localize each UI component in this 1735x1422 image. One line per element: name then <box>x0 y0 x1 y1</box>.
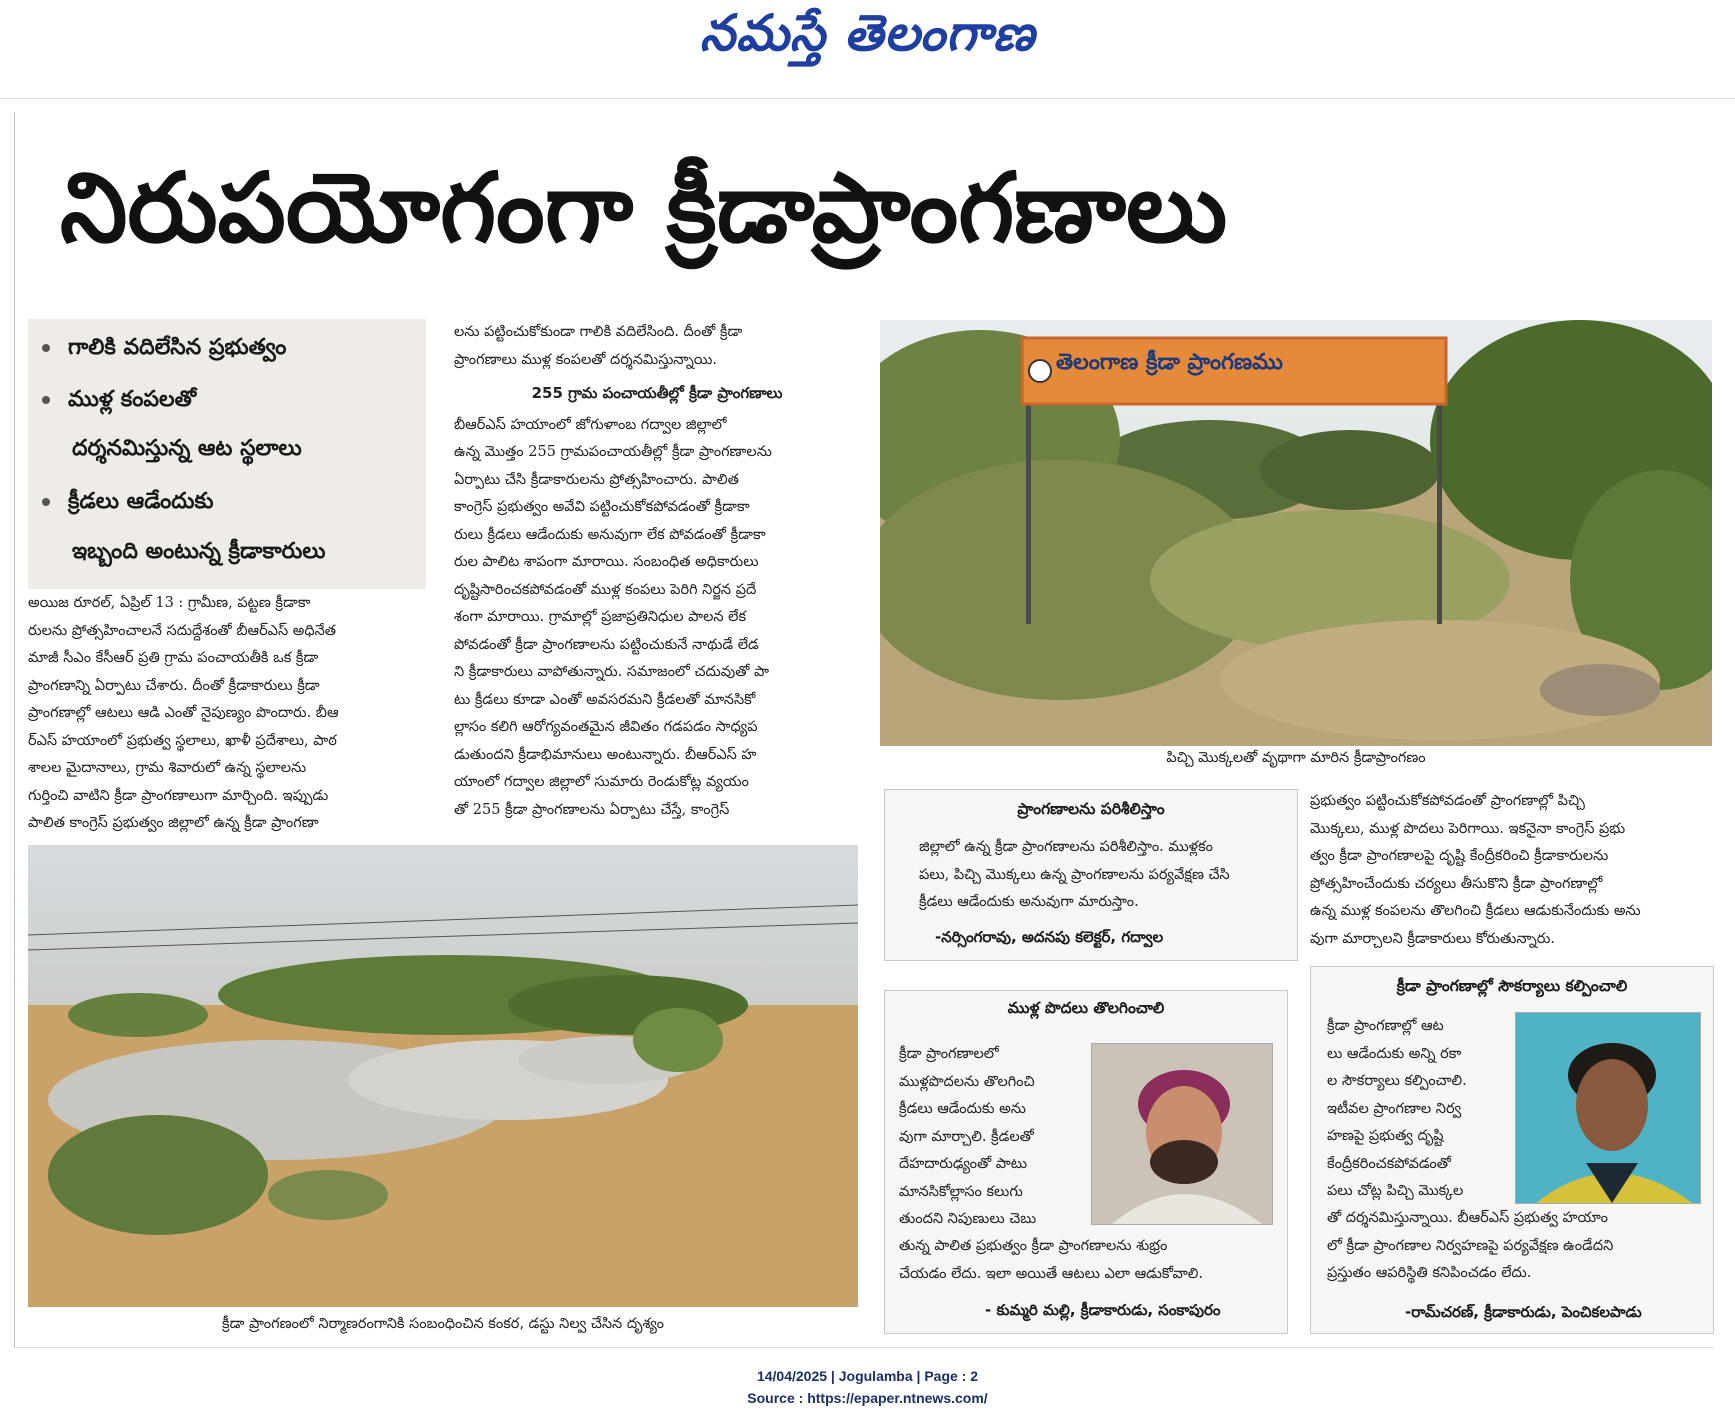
text-line: అయిజ రూరల్, ఏప్రిల్ 13 : గ్రామీణ, పట్టణ క్రీడాకా <box>28 595 311 611</box>
text-line: రుల పాలిట శాపంగా మారాయి. సంబంధిత అధికారులు <box>454 554 759 570</box>
bullet-icon <box>42 498 50 506</box>
text-line: క్రీడా ప్రాంగణాల్లో ఆట <box>1327 1018 1444 1034</box>
masthead-rule <box>0 98 1735 99</box>
text-line: పోవడంతో క్రీడా ప్రాంగణాలను పట్టించుకునే నాథుడే లేడ <box>454 636 759 653</box>
photo-scene <box>880 320 1712 746</box>
text-line: ల్లాసం కలిగి ఆరోగ్యవంతమైన జీవితం గడపడం సాధ్యప <box>454 719 758 735</box>
text-line: పలు, పిచ్చి మొక్కలు ఉన్న ప్రాంగణాలను పర్యవేక్షణ చేసి <box>919 866 1230 883</box>
portrait-image <box>1092 1044 1272 1224</box>
text-line: శంగా మారాయి. గ్రామాల్లో ప్రజాప్రతినిధుల పాలన లేక <box>454 609 747 625</box>
text-line: లో క్రీడా ప్రాంగణాల నిర్వహణపై పర్యవేక్షణ ఉండేదని <box>1327 1237 1614 1254</box>
quote-text-wide <box>1327 1205 1707 1288</box>
quote-box-title: ముళ్ల పొదలు తొలగించాలి <box>1007 999 1165 1017</box>
text-line: పాలిత కాంగ్రెస్ ప్రభుత్వం జిల్లాలో ఉన్న క్రీడా ప్రాంగణా <box>28 815 319 831</box>
text-line: మాజీ సీఎం కేసీఆర్ ప్రతి గ్రామ పంచాయతీకి ఒక క్రీడా <box>28 650 319 666</box>
text-line: ని క్రీడాకారులు వాపోతున్నారు. సమాజంలో చదువుతో పా <box>454 664 769 680</box>
text-line: ముళ్లపొదలను తొలగించి <box>899 1073 1035 1090</box>
text-line: కేంద్రీకరించకపోవడంతో <box>1327 1155 1451 1172</box>
text-line: ఉన్న ముళ్ల కంపలను తొలగించి క్రీడలు ఆడుకునేందుకు అను <box>1310 903 1641 919</box>
bullet-icon <box>42 396 50 404</box>
quote-box-title: క్రీడా ప్రాంగణాల్లో సౌకర్యాలు కల్పించాలి <box>1396 977 1628 995</box>
text-line: ఏర్పాటు చేసి క్రీడాకారులను ప్రోత్సహించారు. పాలిత <box>454 471 739 488</box>
footer-source-link[interactable]: Source : https://epaper.ntnews.com/ <box>747 1390 988 1406</box>
text-line: లను పట్టించుకోకుండా గాలికి వదిలేసింది. దీంతో క్రీడా <box>454 324 743 340</box>
text-line: క్రీడలు ఆడేందుకు అను <box>899 1101 1026 1117</box>
bullet-icon <box>42 344 50 352</box>
highlight-item-continued: దర్శనమిస్తున్న ఆట స్థలాలు <box>72 436 302 461</box>
signboard-text: తెలంగాణ క్రీడా ప్రాంగణము <box>1056 350 1284 375</box>
text-line: పలు చోట్ల పిచ్చి మొక్కల <box>1327 1183 1464 1199</box>
footer-date-edition: 14/04/2025 | Jogulamba | Page : 2 <box>756 1368 979 1384</box>
quote-box-title: ప్రాంగణాలను పరిశీలిస్తాం <box>1017 800 1165 818</box>
headline: నిరుపయోగంగా క్రీడాప్రాంగణాలు <box>60 152 1228 264</box>
quote-text-narrow <box>1327 1013 1513 1206</box>
text-line: ర్ఎస్ హయాంలో ప్రభుత్వ స్థలాలు, ఖాళీ ప్రదేశాలు, పాఠ <box>28 732 337 749</box>
highlight-item: ముళ్ల కంపలతో <box>42 385 196 415</box>
photo-caption: పిచ్చి మొక్కలతో వృథాగా మారిన క్రీడాప్రాంగణం <box>1166 750 1426 766</box>
text-line: లు ఆడేందుకు అన్ని రకా <box>1327 1045 1462 1062</box>
quote-signature: -రామ్‌చరణ్, క్రీడాకారుడు, పెంచికలపాడు <box>1405 1303 1642 1321</box>
quote-signature: -నర్సింగరావు, అదనపు కలెక్టర్, గద్వాల <box>935 928 1164 946</box>
text-line: ప్రాంగణాన్ని ఏర్పాటు చేశారు. దీంతో క్రీడాకారులు క్రీడా <box>28 677 320 694</box>
text-line: ఉన్న మొత్తం 255 గ్రామపంచాయతీల్లో క్రీడా ప్రాంగణాలను <box>454 444 772 460</box>
masthead-logo: నమస్తే తెలంగాణ <box>699 4 1036 62</box>
player-portrait-photo <box>1091 1043 1273 1225</box>
text-line: ప్రభుత్వం పట్టించుకోకపోవడంతో ప్రాంగణాల్లో పిచ్చి <box>1310 793 1585 809</box>
text-line: త్వం క్రీడా ప్రాంగణాలపై దృష్టి కేంద్రీకరించి క్రీడాకారులను <box>1310 848 1609 864</box>
photo-gravel-piles <box>28 845 858 1307</box>
text-line: ప్రస్తుతం ఆపరిస్థితి కనిపించడం లేదు. <box>1327 1265 1532 1281</box>
section-subhead: 255 గ్రామ పంచాయతీల్లో క్రీడా ప్రాంగణాలు <box>531 384 783 402</box>
text-line: ల సౌకర్యాలు కల్పించాలి. <box>1327 1073 1467 1089</box>
text-line: మొక్కలు, ముళ్ల పొదలు పెరిగాయి. ఇకనైనా కాంగ్రెస్ ప్రభు <box>1310 820 1626 837</box>
quote-text-wide <box>899 1233 1279 1288</box>
photo-scene <box>28 845 858 1307</box>
text-line: బీఆర్ఎస్ హయాంలో జోగుళాంబ గద్వాల జిల్లాలో <box>454 416 727 433</box>
highlights-box <box>28 319 426 589</box>
text-line: ఇటీవల ప్రాంగణాల నిర్వ <box>1327 1100 1462 1117</box>
text-line: ప్రాంగణాల్లో ఆటలు ఆడి ఎంతో నైపుణ్యం పొందారు. బీఆ <box>28 705 339 721</box>
text-line: టు క్రీడలు కూడా ఎంతో అవసరమని క్రీడలతో మానసికో <box>454 691 756 708</box>
quote-box-player-2 <box>1310 966 1714 1334</box>
left-margin-rule <box>14 112 15 1347</box>
text-line: తో దర్శనమిస్తున్నాయి. బీఆర్ఎస్ ప్రభుత్వ హయాం <box>1327 1210 1608 1226</box>
portrait-image <box>1516 1013 1700 1203</box>
quote-box-player-1 <box>884 990 1288 1334</box>
quote-box-official <box>884 789 1298 961</box>
quote-signature: - కుమ్మరి మల్లి, క్రీడాకారుడు, సంకాపురం <box>985 1301 1221 1319</box>
text-line: హణపై ప్రభుత్వ దృష్టి <box>1327 1128 1444 1144</box>
text-line: తో 255 క్రీడా ప్రాంగణాలను ఏర్పాటు చేస్తే, కాంగ్రెస్ <box>454 801 730 818</box>
footer-rule <box>14 1347 1714 1348</box>
article-column-right <box>1310 788 1710 953</box>
player-portrait-photo <box>1515 1012 1701 1204</box>
text-line: డుతుందని క్రీడాభిమానులు అంటున్నారు. బీఆర్ఎస్ హ <box>454 746 757 763</box>
text-line: క్రీడా ప్రాంగణాలలో <box>899 1046 999 1062</box>
photo-caption: క్రీడా ప్రాంగణంలో నిర్మాణరంగానికి సంబంధించిన కంకర, డస్టు నిల్వ చేసిన దృశ్యం <box>222 1316 664 1332</box>
text-line: రులను ప్రోత్సహించాలనే సదుద్దేశంతో బీఆర్ఎస్ అధినేత <box>28 622 337 639</box>
text-line: దృష్టిసారించకపోవడంతో ముళ్ల కంపలు పెరిగి నిర్జన ప్రదే <box>454 581 757 598</box>
highlight-item: గాలికి వదిలేసిన ప్రభుత్వం <box>42 333 286 363</box>
quote-text <box>901 834 1285 917</box>
highlight-item: క్రీడలు ఆడేందుకు <box>42 487 214 517</box>
text-line: దేహదారుఢ్యంతో పాటు <box>899 1156 1027 1172</box>
text-line: మానసికోల్లాసం కలుగు <box>899 1183 1023 1200</box>
article-column-2 <box>454 319 860 824</box>
highlight-item-continued: ఇబ్బంది అంటున్న క్రీడాకారులు <box>72 539 326 564</box>
text-line: రులు క్రీడలు ఆడేందుకు అనువుగా లేక పోవడంతో క్రీడాకా <box>454 526 766 543</box>
text-line: క్రీడలు ఆడేందుకు అనువుగా మారుస్తాం. <box>919 894 1139 910</box>
text-line: వుగా మార్చాలి. క్రీడలతో <box>899 1128 1034 1145</box>
text-line: జిల్లాలో ఉన్న క్రీడా ప్రాంగణాలను పరిశీలిస్తాం. ముళ్లకం <box>919 839 1214 855</box>
photo-overgrown-ground <box>880 320 1712 746</box>
text-line: ప్రోత్సహించేందుకు చర్యలు తీసుకొని క్రీడా ప్రాంగణాల్లో <box>1310 875 1603 892</box>
quote-text-narrow <box>899 1041 1089 1234</box>
text-line: తుందని నిపుణులు చెబు <box>899 1211 1037 1227</box>
text-line: ప్రాంగణాలు ముళ్ల కంపలతో దర్శనమిస్తున్నాయి. <box>454 351 718 368</box>
text-line: తున్న పాలిత ప్రభుత్వం క్రీడా ప్రాంగణాలను శుభ్రం <box>899 1238 1168 1254</box>
text-line: గుర్తించి వాటిని క్రీడా ప్రాంగణాలుగా మార్చింది. ఇప్పుడు <box>28 787 329 804</box>
text-line: యాంలో గద్వాల జిల్లాలో సుమారు రెండుకోట్ల వ్యయం <box>454 774 749 790</box>
text-line: కాంగ్రెస్ ప్రభుత్వం అవేవి పట్టించుకోకపోవడంతో క్రీడాకా <box>454 499 750 515</box>
article-column-1 <box>28 590 432 838</box>
text-line: శాలల మైదానాలు, గ్రామ శివారులో ఉన్న స్థలాలను <box>28 760 307 776</box>
text-line: చేయడం లేదు. ఇలా అయితే ఆటలు ఎలా ఆడుకోవాలి. <box>899 1265 1203 1282</box>
text-line: వుగా మార్చాలని క్రీడాకారులు కోరుతున్నారు. <box>1310 930 1555 947</box>
